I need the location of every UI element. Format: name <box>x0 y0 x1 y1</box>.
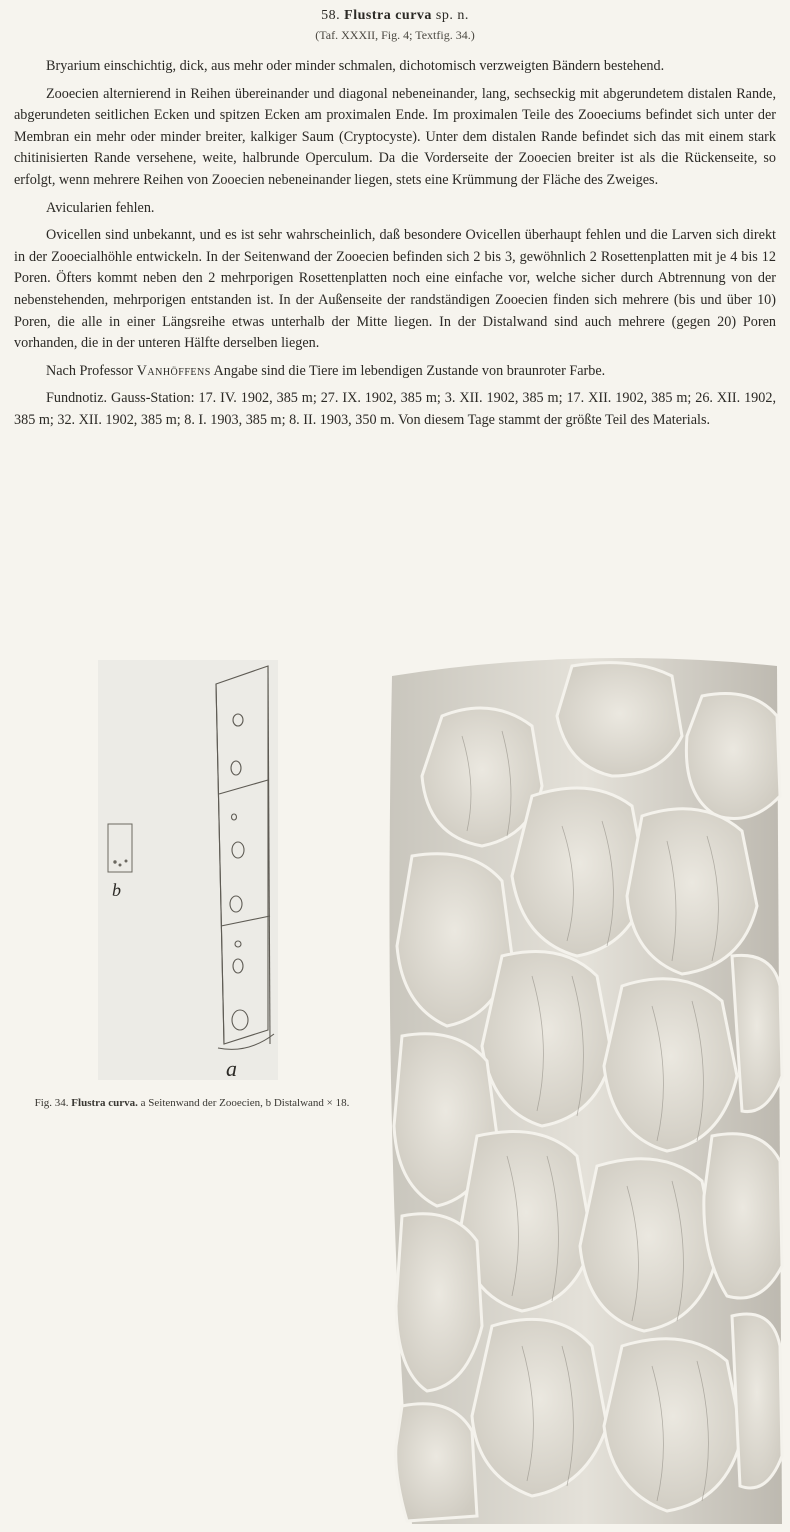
distal-wall-drawing <box>108 824 132 872</box>
species-name: Flustra curva <box>344 8 432 23</box>
section-title <box>0 8 790 24</box>
zooecia-plate-illustration <box>382 656 784 1524</box>
paragraph-farbe: Nach Professor Vanhöffens Angabe sind die Tiere im lebendigen Zustande von braunroter Farbe. <box>46 362 606 379</box>
section-number: 58. <box>321 8 341 23</box>
figure-label-a: a <box>226 1056 237 1081</box>
plate-reference: (Taf. XXXII, Fig. 4; Textfig. 34.) <box>315 28 475 42</box>
paragraph-fundnotiz: Fundnotiz. Gauss-Station: 17. IV. 1902, 385 m; 27. IX. 1902, 385 m; 3. XII. 1902, 385 m; 17. XII. 1902, 385 m; 26. XII. 1902, 385 m; 32. XII. 1902, 385 m; 8. I. 1903, 385 m; 8. II. 1903, 350 m. Von diesem Tage stammt der größte Teil des Materials. <box>14 390 776 428</box>
paragraph-zooecien: Zooecien alternierend in Reihen übereinander und diagonal nebeneinander, lang, sechseckig mit abgerundetem distalen Rande, abgerundeten seitlichen Ecken und spitzen Ecken am proximalen Ende. Im proximalen Teile des Zooeciums befindet sich unter der Membran ein mehr oder minder breiter, kalkiger Saum (Cryptocyste). Unter dem distalen Rande befindet sich das mit einem stark chitinisierten Rande versehene, weite, halbrunde Operculum. Da die Vorderseite der Zooecien breiter ist als die Rückenseite, so erfolgt, wenn mehrere Reihen von Zooecien nebeneinander liegen, stets eine Krümmung der Fläche des Zweiges. <box>14 85 776 188</box>
paragraph-bryarium: Bryarium einschichtig, dick, aus mehr oder minder schmalen, dichotomisch verzweigten Bändern bestehend. <box>46 58 665 74</box>
paragraph-avicularien: Avicularien fehlen. <box>46 199 155 216</box>
species-suffix: sp. n. <box>435 8 469 23</box>
figure-drawing <box>98 660 278 1080</box>
paragraph-ovicellen: Ovicellen sind unbekannt, und es ist sehr wahrscheinlich, daß besondere Ovicellen überhaupt fehlen und die Larven sich direkt in der Zooecialhöhle entwickeln. In der Seitenwand der Zooecien befinden sich 2 bis 3, gewöhnlich 2 Rosettenplatten mit je 4 bis 12 Poren. Öfters kommt neben den 2 mehrporigen Rosettenplatten noch eine einfache vor, welche sicher durch Abtrennung von der nebenstehenden, mehrporigen entstanden ist. In der Außenseite der randständigen Zooecien finden sich mehrere (bis und über 10) Poren, die alle in einer Längsreihe etwas unterhalb der Mitte liegen. In der Distalwand sind auch mehrere (gegen 20) Poren vorhanden, die in der unteren Hälfte derselben liegen. <box>14 227 776 352</box>
figure-label-b: b <box>112 880 121 900</box>
side-wall-drawing <box>216 666 274 1049</box>
author-name: Vanhöffens <box>136 362 211 379</box>
caption-figure-number: Fig. 34. <box>34 1097 69 1109</box>
body-text <box>14 56 776 438</box>
caption-description: a Seitenwand der Zooecien, b Distalwand × 18. <box>140 1097 350 1109</box>
zooecia-drawing <box>382 656 784 1524</box>
caption-species: Flustra curva. <box>71 1097 138 1109</box>
figure-caption <box>14 1096 370 1111</box>
text-figure-34 <box>98 660 278 1080</box>
